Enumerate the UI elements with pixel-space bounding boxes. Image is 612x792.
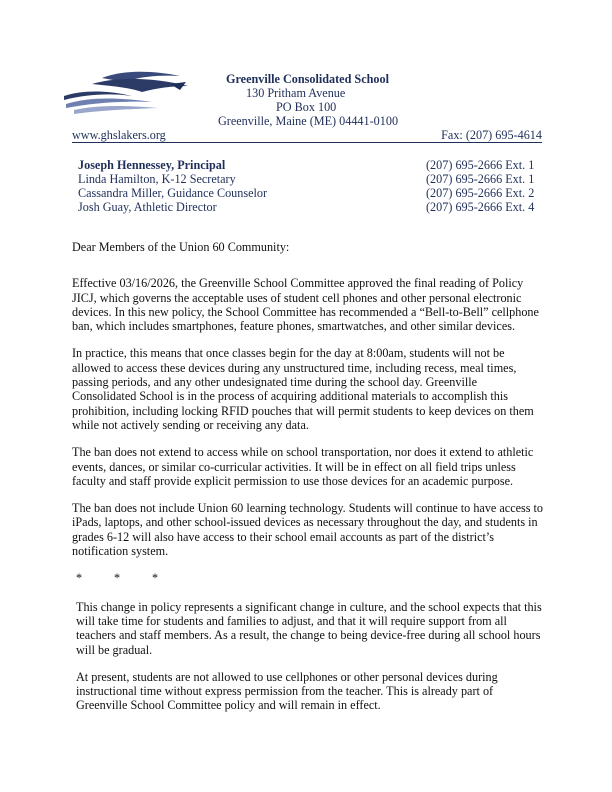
paragraph: In practice, this means that once classes begin for the day at 8:00am, students will not be allowed to access these devices during any unstructured time, including recess, meal times, passing periods, and any other undesignated time during the school day. Greenville Consolidated School is in the process of acquiring additional materials to accomplish this prohibition, including locking RFID pouches that will permit students to keep devices on them while not actively sending or receiving any data. — [72, 346, 534, 432]
staff-directory — [78, 158, 538, 214]
staff-name: Cassandra Miller, Guidance Counselor — [78, 186, 268, 200]
staff-phone: (207) 695-2666 Ext. 4 — [426, 200, 535, 214]
letter-body — [72, 240, 544, 726]
paragraph: The ban does not include Union 60 learning technology. Students will continue to have access to iPads, laptops, and other school-issued devices as necessary throughout the day, and students in grades 6-12 will also have access to their school email accounts as part of the district’s notification system. — [72, 501, 544, 559]
school-logo-icon — [62, 66, 192, 116]
staff-phone: (207) 695-2666 Ext. 1 — [426, 172, 535, 186]
staff-phone: (207) 695-2666 Ext. 2 — [426, 186, 535, 200]
staff-name: Linda Hamilton, K-12 Secretary — [78, 172, 236, 186]
paragraph: Effective 03/16/2026, the Greenville School Committee approved the final reading of Policy JICJ, which governs the acceptable uses of student cell phones and other personal electronic devices. In this new policy, the School Committee has recommended a “Bell-to-Bell” cellphone ban, which includes smartphones, feature phones, smartwatches, and other similar devices. — [72, 276, 539, 334]
staff-name: Josh Guay, Athletic Director — [78, 200, 217, 214]
section-separator — [76, 571, 544, 585]
school-name: Greenville Consolidated School — [226, 72, 389, 86]
address-line-1: 130 Pritham Avenue — [246, 86, 346, 100]
paragraph: This change in policy represents a significant change in culture, and the school expects that this will take time for students and families to adjust, and that it will require support from all teachers and staff members. As a result, the change to being device-free during all school hours will be gradual. — [76, 599, 542, 657]
staff-phone: (207) 695-2666 Ext. 1 — [426, 158, 535, 172]
letterhead-divider — [72, 142, 542, 143]
separator-star: * — [76, 571, 83, 586]
staff-row — [78, 172, 538, 186]
address-line-3: Greenville, Maine (ME) 04441-0100 — [218, 114, 399, 128]
separator-star: * — [114, 571, 121, 586]
address-line-2: PO Box 100 — [276, 100, 337, 114]
fax-number: Fax: (207) 695-4614 — [441, 128, 542, 142]
salutation: Dear Members of the Union 60 Community: — [72, 240, 290, 254]
paragraph: At present, students are not allowed to use cellphones or other personal devices during instructional time without express permission from the teacher. This is already part of Greenville School Committee policy and will remain in effect. — [76, 669, 498, 713]
letter-body-continued — [72, 600, 544, 713]
website-link[interactable]: www.ghslakers.org — [72, 128, 166, 142]
staff-name: Joseph Hennessey, Principal — [78, 158, 226, 172]
staff-row — [78, 158, 538, 172]
staff-row — [78, 186, 538, 200]
paragraph: The ban does not extend to access while on school transportation, nor does it extend to athletic events, dances, or similar co-curricular activities. It will be in effect on all field trips unless faculty and staff provide explicit permission to use those devices for an academic purpose. — [72, 445, 534, 488]
separator-star: * — [152, 571, 159, 586]
staff-row — [78, 200, 538, 214]
